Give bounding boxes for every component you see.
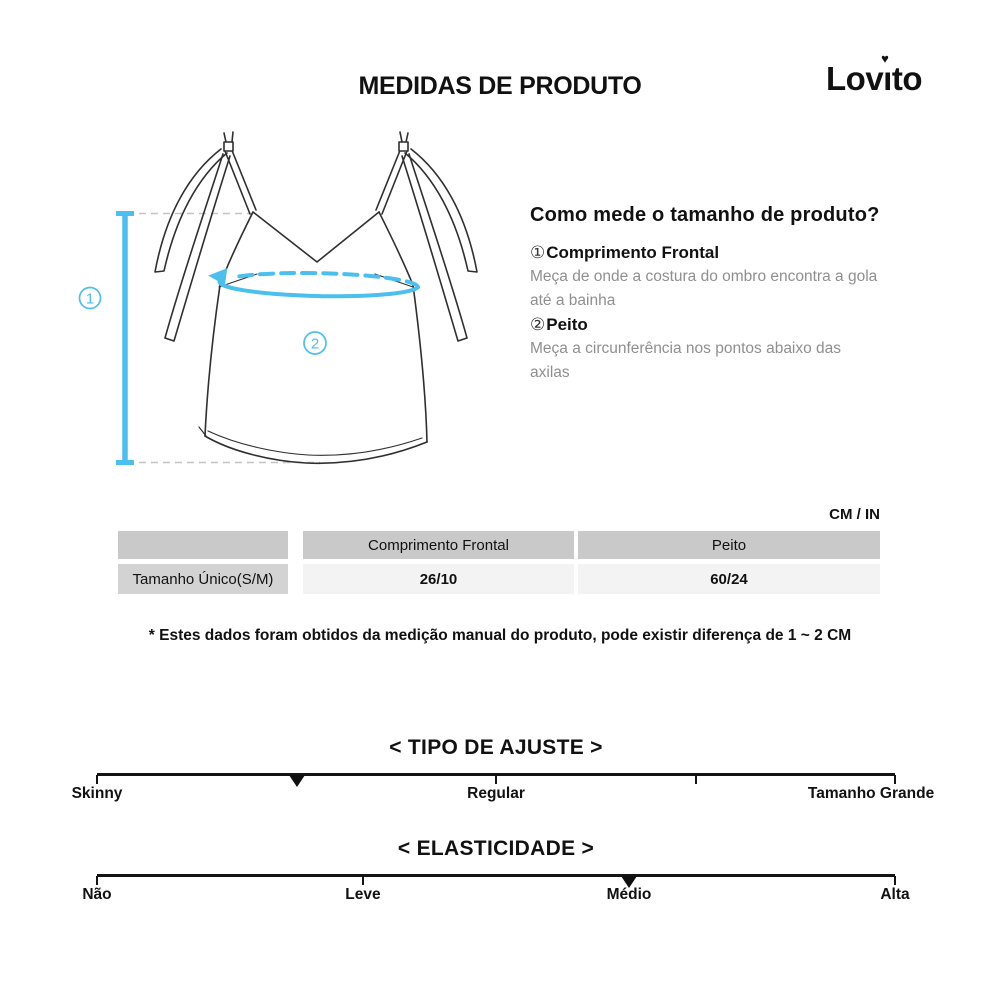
slider-label: Leve <box>345 885 381 903</box>
logo-text: Lov <box>826 60 884 97</box>
left-knot <box>224 132 233 151</box>
how-to-title: Como mede o tamanho de produto? <box>530 204 880 226</box>
value-cell-comprimento: 26/10 <box>303 564 574 594</box>
right-tie-ribbon-long <box>402 154 467 341</box>
svg-text:2: 2 <box>310 335 320 353</box>
how-to-item-label: Comprimento Frontal <box>546 243 720 262</box>
right-cup-edge <box>379 212 413 285</box>
size-cell: Tamanho Único(S/M) <box>118 564 288 594</box>
how-to-item-heading <box>530 312 960 337</box>
header-cell-empty <box>118 531 288 559</box>
circled-marker-2 <box>304 332 326 354</box>
circled-2-glyph: ② <box>530 315 546 334</box>
how-to-item <box>530 312 960 384</box>
header-cell-comprimento: Comprimento Frontal <box>303 531 574 559</box>
slider-label: Regular <box>467 784 525 802</box>
slider-tick <box>894 876 896 885</box>
fit-type-slider <box>71 736 935 807</box>
table-header-row <box>118 531 880 559</box>
how-to-item <box>530 240 960 312</box>
slider-tick <box>495 775 497 784</box>
guide-dashes <box>127 214 320 463</box>
chest-measurement-ellipse <box>208 268 418 298</box>
slider-label: Não <box>82 885 112 903</box>
logo-text-tail: to <box>891 60 922 97</box>
ellipse-dashed-arc <box>234 271 418 287</box>
garment-measurement-diagram <box>60 115 510 505</box>
circled-1-glyph: ① <box>530 243 546 262</box>
slider-track <box>97 874 895 877</box>
slider-tick <box>894 775 896 784</box>
heart-icon: ♥ <box>881 51 889 66</box>
how-to-item-heading <box>530 240 960 265</box>
circled-marker-1 <box>80 288 101 309</box>
how-to-item-desc: Meça a circunferência nos pontos abaixo das axilas <box>530 340 842 381</box>
slider-title: < ELASTICIDADE > <box>397 837 595 860</box>
page-title: MEDIDAS DE PRODUTO <box>358 72 642 100</box>
right-side-seam <box>413 285 427 442</box>
how-to-item-label: Peito <box>546 315 588 334</box>
table-data-row <box>118 564 880 594</box>
right-knot <box>399 132 408 151</box>
slider-label: Médio <box>606 885 652 903</box>
left-tie-ribbon-long <box>165 154 230 341</box>
header-cell-peito: Peito <box>578 531 880 559</box>
slider-title: < TIPO DE AJUSTE > <box>389 736 603 759</box>
logo-i: ı ♥ <box>881 51 892 97</box>
slider-labels <box>82 885 910 908</box>
slider-track <box>97 773 895 776</box>
slider-tick <box>96 775 98 784</box>
slider-tick <box>362 876 364 885</box>
brand-logo <box>826 51 922 98</box>
slider-label: Tamanho Grande <box>807 784 935 802</box>
arrow-head-icon <box>208 268 227 285</box>
slider-tick <box>96 876 98 885</box>
elasticity-slider <box>82 837 910 908</box>
slider-labels <box>71 784 935 807</box>
value-cell-peito: 60/24 <box>578 564 880 594</box>
footnote: * Estes dados foram obtidos da medição manual do produto, pode existir diferença de 1 ~ 2 CM <box>148 627 852 644</box>
how-to-measure-section <box>530 204 960 384</box>
unit-label: CM / IN <box>829 506 880 523</box>
hem-outer <box>205 436 427 463</box>
ellipse-solid-arc <box>219 281 418 298</box>
svg-text:1: 1 <box>85 290 95 308</box>
left-side-seam <box>205 285 220 436</box>
slider-label: Alta <box>880 885 910 903</box>
slider-label: Skinny <box>71 784 123 802</box>
how-to-item-desc: Meça de onde a costura do ombro encontra a gola até a bainha <box>530 268 878 309</box>
length-measure-line <box>116 213 134 463</box>
slider-tick <box>695 775 697 784</box>
size-table <box>118 531 880 594</box>
v-neckline <box>253 212 379 262</box>
